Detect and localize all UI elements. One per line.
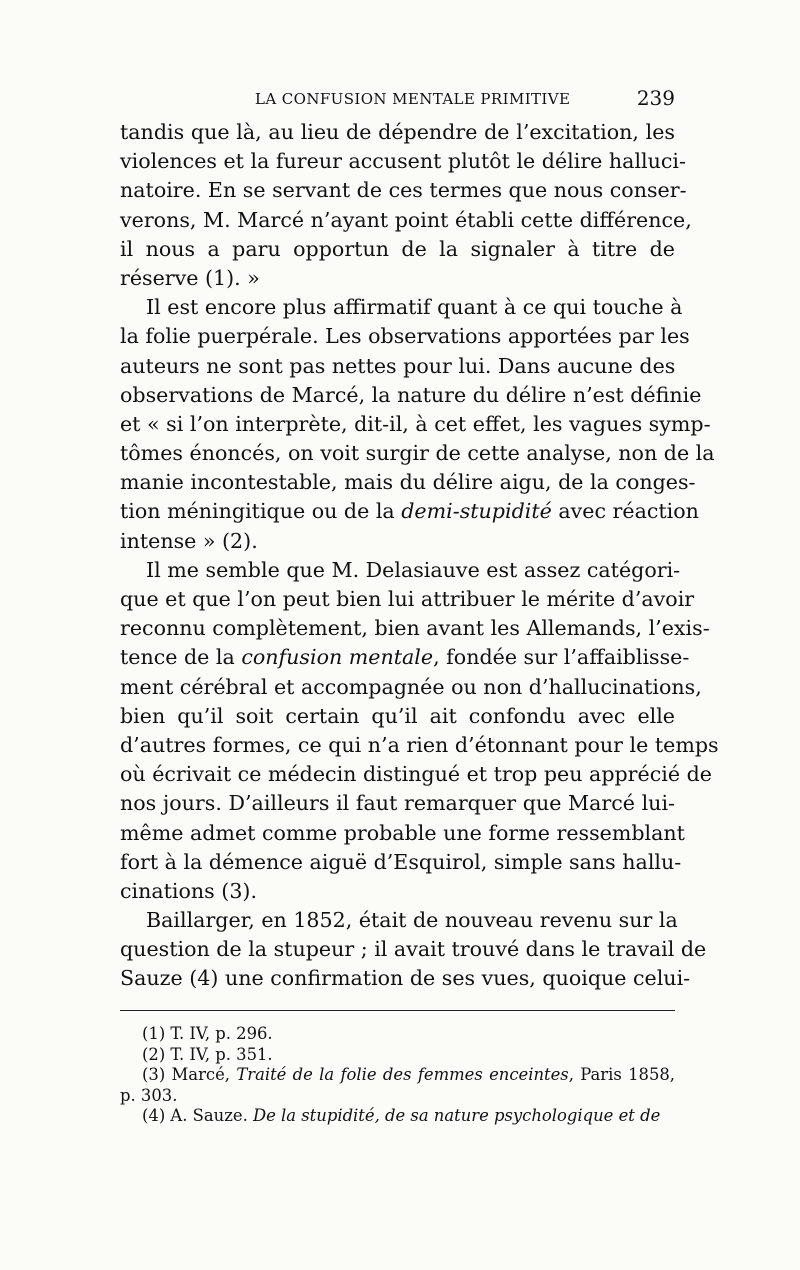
footnote-3	[120, 1065, 675, 1086]
text-line-with-italic	[120, 643, 690, 672]
text-line: réserve (1). »	[120, 265, 260, 290]
page-number: 239	[636, 86, 675, 110]
text-line: Sauze (4) une confirmation de ses vues, quoique celui-	[120, 966, 691, 991]
text-line: observations de Marcé, la nature du délire n’est définie	[120, 382, 702, 407]
footnote-text: (3) Marcé,	[142, 1065, 237, 1084]
footnotes	[120, 1024, 675, 1127]
text-line: cinations (3).	[120, 878, 258, 903]
text-line: même admet comme probable une forme ressemblant	[120, 820, 685, 845]
text-line: auteurs ne sont pas nettes pour lui. Dans aucune des	[120, 353, 676, 378]
running-header	[120, 86, 675, 110]
text-segment: tion méningitique ou de la	[120, 499, 402, 524]
text-segment: avec réaction	[551, 499, 699, 524]
footnote-2: (2) T. IV, p. 351.	[142, 1044, 273, 1064]
text-line: manie incontestable, mais du délire aigu, de la conges-	[120, 470, 696, 495]
text-line: la folie puerpérale. Les observations apportées par les	[120, 324, 690, 349]
paragraph-start-line: Il est encore plus affirmatif quant à ce qui touche à	[146, 295, 683, 320]
text-segment: tence de la	[120, 645, 242, 670]
footnote-title: De la stupidité, de sa nature psychologique et de	[253, 1106, 661, 1125]
text-line: où écrivait ce médecin distingué et trop peu apprécié de	[120, 762, 712, 787]
paragraph-start-line: Il me semble que M. Delasiauve est assez catégori-	[146, 557, 681, 582]
footnote-1: (1) T. IV, p. 296.	[142, 1024, 273, 1043]
italic-term: confusion mentale	[241, 645, 434, 670]
footnote-rule	[120, 1010, 675, 1011]
footnote-text: (4) A. Sauze.	[142, 1106, 253, 1125]
text-line: que et que l’on peut bien lui attribuer le mérite d’avoir	[120, 587, 695, 611]
text-line: tômes énoncés, on voit surgir de cette analyse, non de la	[120, 441, 715, 466]
text-segment: , fondée sur l’affaiblisse-	[433, 645, 690, 670]
text-line: ment cérébral et accompagnée ou non d’hallucinations,	[120, 674, 702, 699]
text-line: nos jours. D’ailleurs il faut remarquer que Marcé lui-	[120, 791, 675, 816]
paragraph-start-line: Baillarger, en 1852, était de nouveau revenu sur la	[146, 908, 678, 933]
text-line: reconnu complètement, bien avant les Allemands, l’exis-	[120, 616, 710, 641]
text-line-with-italic	[120, 497, 699, 526]
text-line: natoire. En se servant de ces termes que nous conser-	[120, 178, 687, 203]
text-line: il nous a paru opportun de la signaler à titre de	[120, 236, 675, 261]
text-line: tandis que là, au lieu de dépendre de l’excitation, les	[120, 120, 675, 144]
footnote-text: , Paris 1858,	[568, 1065, 676, 1084]
footnote-title: Traité de la folie des femmes enceintes	[236, 1065, 569, 1084]
text-line: fort à la démence aiguë d’Esquirol, simple sans hallu-	[120, 849, 682, 874]
footnote-3-continuation: p. 303.	[120, 1085, 178, 1105]
text-line: violences et la fureur accusent plutôt le délire halluci-	[120, 149, 686, 174]
text-line: d’autres formes, ce qui n’a rien d’étonnant pour le temps	[120, 732, 719, 757]
footnote-4	[120, 1106, 675, 1127]
italic-term: demi-stupidité	[401, 499, 552, 524]
text-line: question de la stupeur ; il avait trouvé dans le travail de	[120, 937, 707, 962]
body-text	[120, 118, 719, 994]
running-title: LA CONFUSION MENTALE PRIMITIVE	[255, 90, 571, 108]
text-line: et « si l’on interprète, dit-il, à cet effet, les vagues symp-	[120, 411, 711, 436]
text-line: verons, M. Marcé n’ayant point établi cette différence,	[120, 207, 692, 232]
text-line: intense » (2).	[120, 528, 258, 553]
text-line: bien qu’il soit certain qu’il ait confondu avec elle	[120, 703, 675, 728]
